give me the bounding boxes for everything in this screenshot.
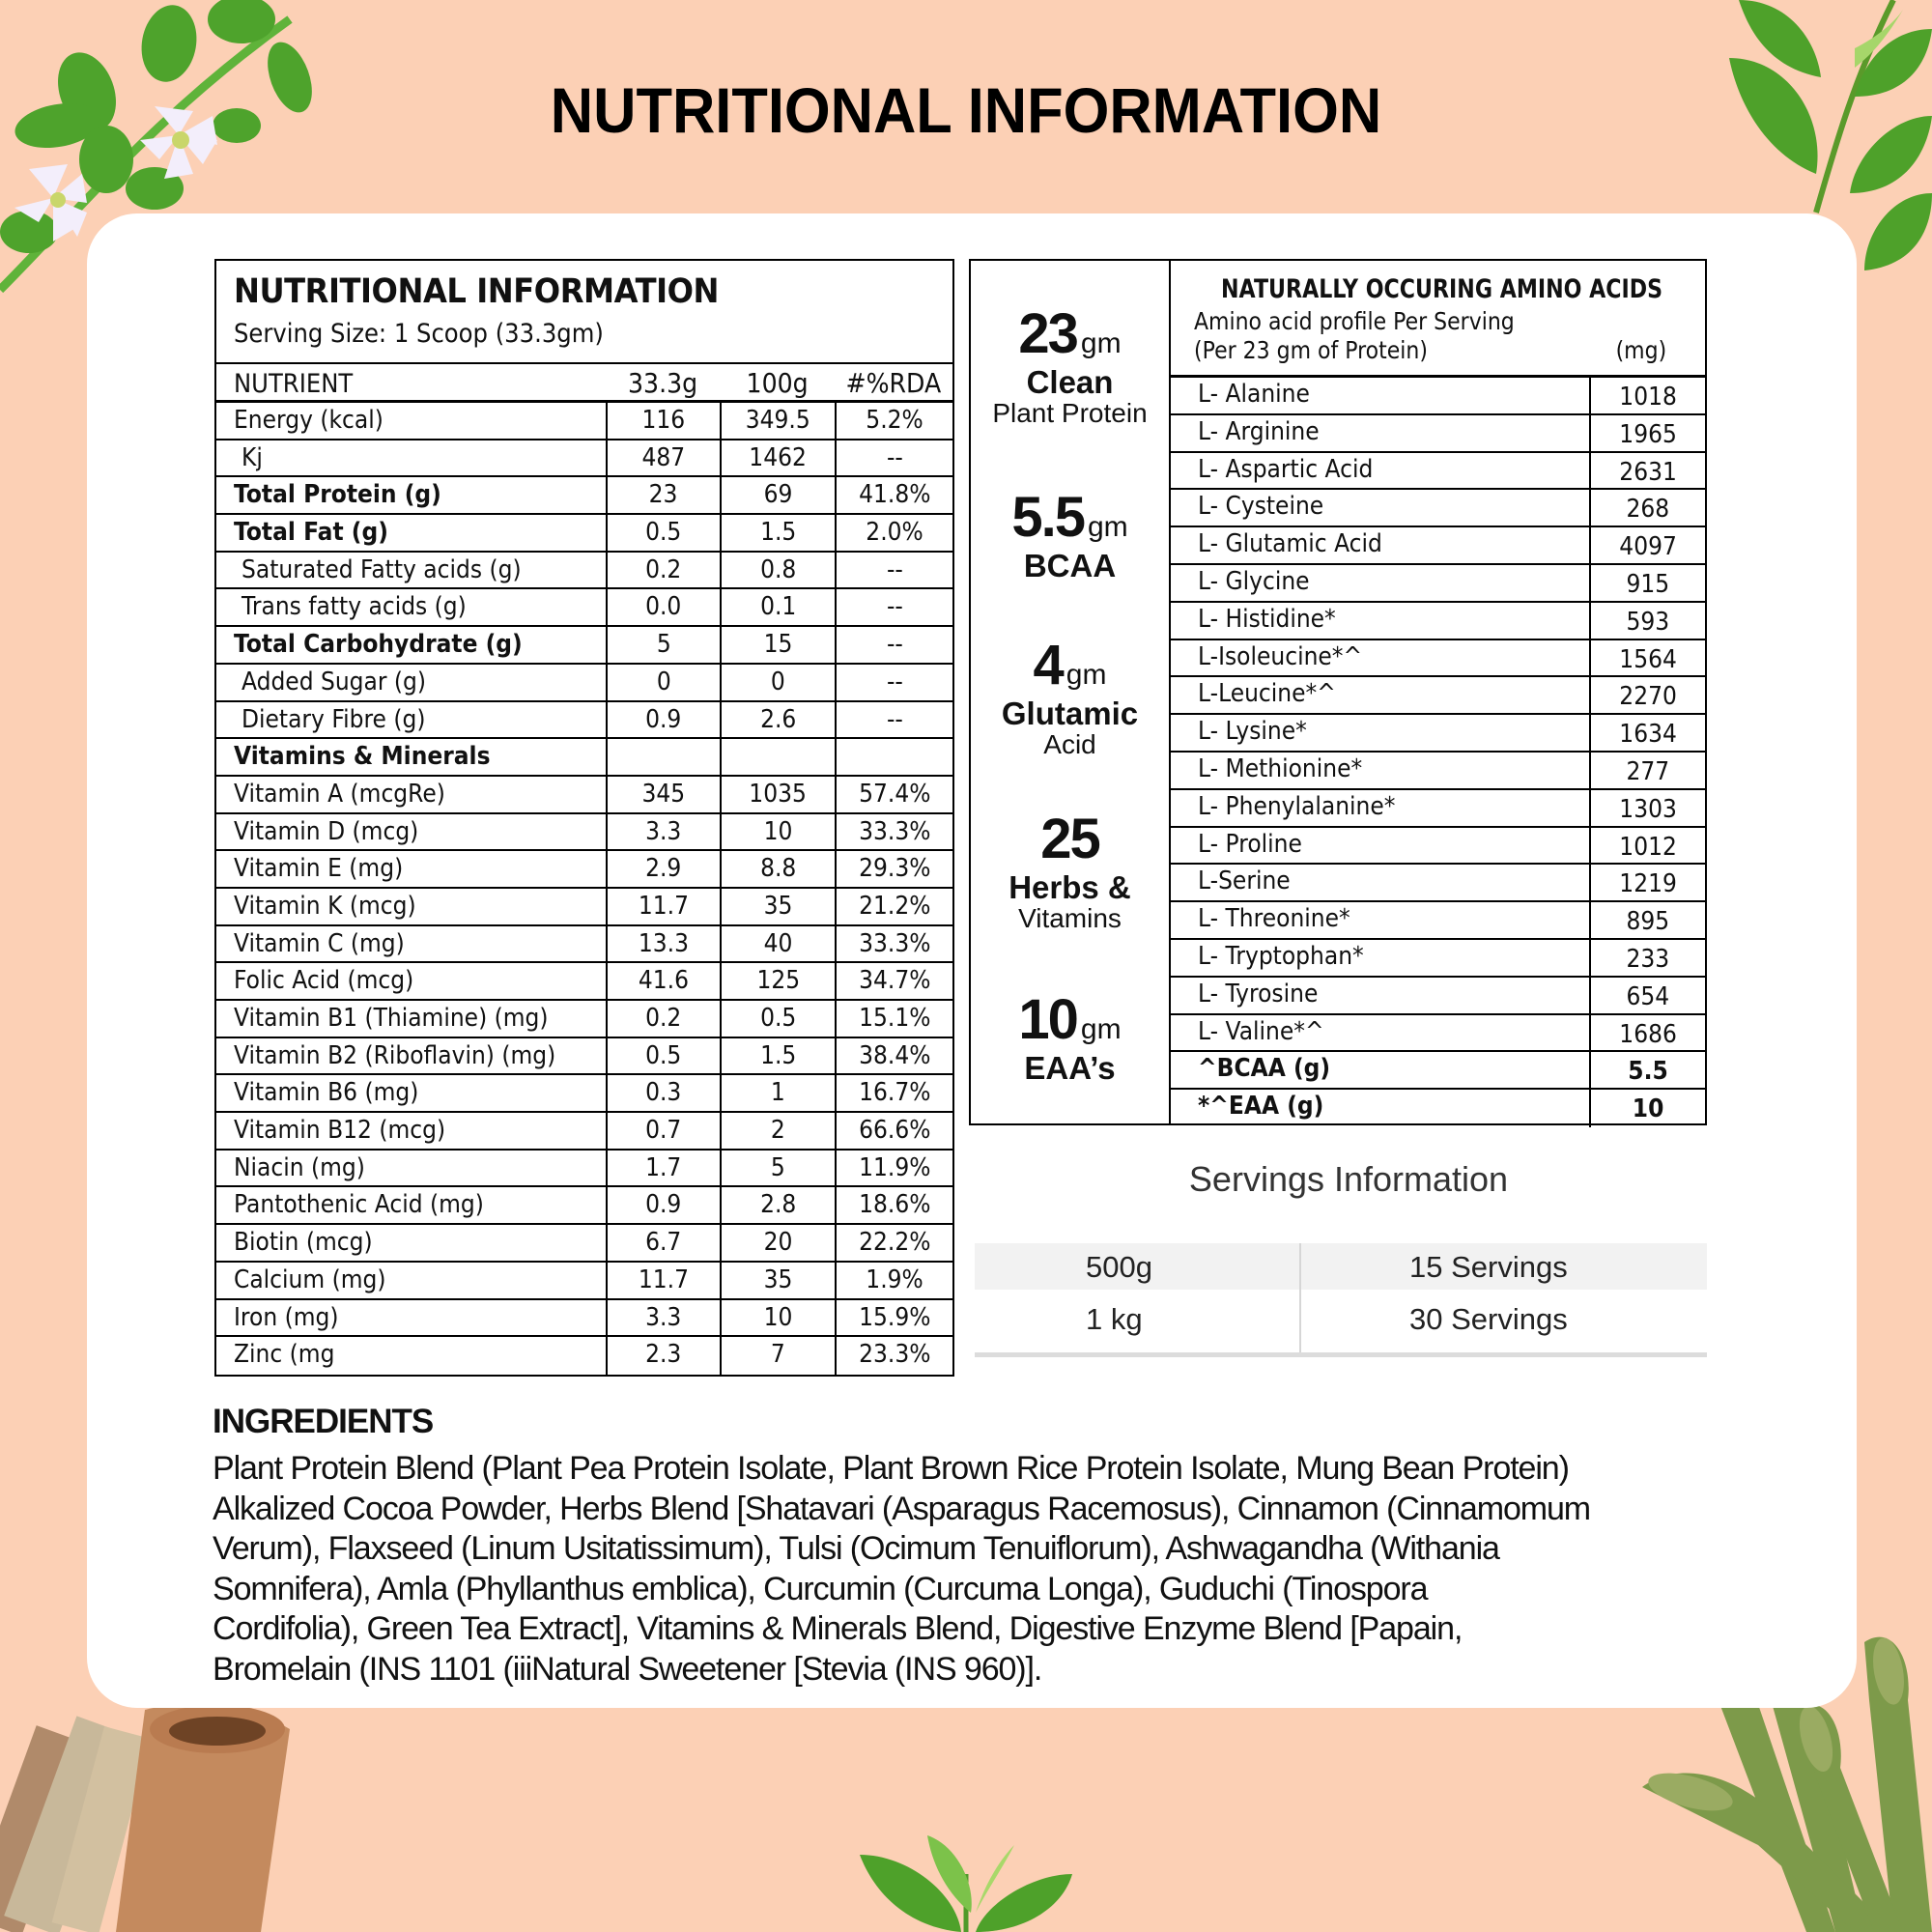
nutrient-row bbox=[216, 1337, 952, 1375]
nutrient-row bbox=[216, 963, 952, 1001]
nutrient-name: Biotin (mcg) bbox=[234, 1228, 373, 1258]
amino-acid-row bbox=[1171, 378, 1705, 415]
nutrient-row bbox=[216, 814, 952, 852]
nutrient-per-100g: 349.5 bbox=[746, 406, 810, 435]
nutrient-name: Vitamin A (mcgRe) bbox=[234, 779, 445, 809]
nutrient-per-serving: 0.9 bbox=[645, 1190, 682, 1220]
nutrient-per-serving: 6.7 bbox=[645, 1228, 682, 1258]
serving-count: 15 Servings bbox=[1409, 1250, 1568, 1284]
amino-acid-value: 5.5 bbox=[1628, 1057, 1668, 1087]
nutrient-name: Vitamin B1 (Thiamine) (mg) bbox=[234, 1004, 549, 1033]
amino-table-unit: (mg) bbox=[1615, 336, 1667, 364]
amino-acid-row bbox=[1171, 640, 1705, 678]
amino-acid-name: L- Cysteine bbox=[1198, 492, 1324, 522]
amino-acid-row bbox=[1171, 1015, 1705, 1053]
page-title: NUTRITIONAL INFORMATION bbox=[550, 74, 1382, 146]
nutrient-name: Vitamin K (mcg) bbox=[234, 891, 416, 921]
nutrient-rda: 15.1% bbox=[858, 1004, 931, 1033]
nutrition-table-header bbox=[216, 261, 952, 364]
nutrient-per-serving: 11.7 bbox=[638, 891, 690, 921]
amino-acid-value: 1012 bbox=[1619, 832, 1677, 862]
nutrient-name: Niacin (mg) bbox=[234, 1152, 365, 1182]
nutrient-row bbox=[216, 1001, 952, 1038]
amino-acid-value: 2631 bbox=[1619, 457, 1677, 487]
amino-acid-value: 895 bbox=[1626, 907, 1670, 937]
amino-acid-value: 1018 bbox=[1619, 383, 1677, 412]
amino-acid-name: ^BCAA (g) bbox=[1198, 1054, 1331, 1084]
nutrient-per-100g: 1462 bbox=[749, 442, 808, 472]
nutrient-row bbox=[216, 1075, 952, 1113]
servings-row bbox=[975, 1243, 1707, 1290]
amino-acid-value: 1965 bbox=[1619, 419, 1677, 449]
nutrient-rda: 33.3% bbox=[858, 928, 931, 958]
ingredients-line: Verum), Flaxseed (Linum Usitatissimum), Tulsi (Ocimum Tenuiflorum), Ashwagandha (Withania bbox=[213, 1530, 1499, 1567]
amino-acid-row bbox=[1171, 565, 1705, 603]
pack-size: 1 kg bbox=[975, 1290, 1301, 1352]
nutrient-name: Zinc (mg bbox=[234, 1340, 335, 1370]
nutrient-per-serving: 41.6 bbox=[638, 966, 690, 996]
amino-acid-name: L- Methionine* bbox=[1198, 753, 1363, 783]
amino-acid-row bbox=[1171, 940, 1705, 978]
amino-acid-name: L- Proline bbox=[1198, 829, 1302, 859]
nutrient-per-100g: 8.8 bbox=[759, 854, 797, 884]
highlight-bcaa: 5.5 gm BCAA bbox=[1011, 486, 1128, 583]
nutrient-row bbox=[216, 440, 952, 478]
ingredients-heading: INGREDIENTS bbox=[213, 1403, 434, 1440]
nutrient-rda: 21.2% bbox=[858, 891, 931, 921]
nutrient-row bbox=[216, 739, 952, 777]
nutrient-per-serving: 11.7 bbox=[638, 1264, 690, 1294]
amino-acid-row bbox=[1171, 1052, 1705, 1090]
nutrient-rda: 1.9% bbox=[866, 1264, 923, 1294]
nutrient-per-serving: 0.7 bbox=[645, 1116, 682, 1146]
ingredients-text bbox=[213, 1449, 1739, 1690]
highlight-herbs-vitamins: 25 Herbs & Vitamins bbox=[1009, 808, 1131, 933]
amino-acid-value: 268 bbox=[1626, 495, 1670, 525]
amino-acid-name: L-Serine bbox=[1198, 867, 1291, 896]
nutrient-per-100g: 2.6 bbox=[759, 704, 797, 734]
amino-acid-row bbox=[1171, 415, 1705, 453]
serving-size: Serving Size: 1 Scoop (33.3gm) bbox=[234, 319, 604, 349]
amino-acid-name: L- Phenylalanine* bbox=[1198, 791, 1396, 821]
nutrient-per-100g: 2 bbox=[771, 1116, 785, 1146]
nutrition-table bbox=[214, 259, 954, 1377]
nutrient-rda: -- bbox=[886, 592, 903, 622]
amino-acid-row bbox=[1171, 978, 1705, 1015]
highlight-glutamic-acid: 4 gm Glutamic Acid bbox=[1001, 634, 1139, 759]
nutrient-row bbox=[216, 589, 952, 627]
nutrient-rda: 41.8% bbox=[858, 480, 931, 510]
nutrient-rda: 16.7% bbox=[858, 1078, 931, 1108]
column-header-nutrient: NUTRIENT bbox=[234, 369, 354, 399]
amino-acid-name: L-Isoleucine*^ bbox=[1198, 641, 1363, 671]
serving-count: 30 Servings bbox=[1409, 1302, 1568, 1336]
amino-acid-value: 277 bbox=[1626, 756, 1670, 786]
nutrient-row bbox=[216, 515, 952, 553]
amino-acid-name: L- Tryptophan* bbox=[1198, 941, 1364, 971]
pack-size: 500g bbox=[975, 1243, 1301, 1290]
amino-acid-row bbox=[1171, 865, 1705, 902]
amino-acid-row bbox=[1171, 1090, 1705, 1127]
nutrient-row bbox=[216, 1113, 952, 1151]
nutrient-name: Vitamin B12 (mcg) bbox=[234, 1116, 446, 1146]
amino-acid-row bbox=[1171, 902, 1705, 940]
amino-acid-value: 4097 bbox=[1619, 532, 1677, 562]
nutrient-row bbox=[216, 702, 952, 740]
amino-acid-value: 1564 bbox=[1619, 644, 1677, 674]
amino-acid-name: L-Leucine*^ bbox=[1198, 679, 1336, 709]
nutrient-per-serving: 1.7 bbox=[645, 1152, 682, 1182]
nutrient-per-100g: 0.8 bbox=[759, 554, 797, 584]
nutrition-table-title: NUTRITIONAL INFORMATION bbox=[234, 272, 720, 311]
nutrient-per-serving: 0.2 bbox=[645, 1004, 682, 1033]
nutrient-row bbox=[216, 889, 952, 926]
ingredients-line: Alkalized Cocoa Powder, Herbs Blend [Shatavari (Asparagus Racemosus), Cinnamon (Cinnamomum bbox=[213, 1490, 1591, 1527]
nutrient-per-serving: 2.9 bbox=[645, 854, 682, 884]
nutrient-rda: 22.2% bbox=[858, 1228, 931, 1258]
nutrient-per-serving: 0.3 bbox=[645, 1078, 682, 1108]
nutrient-row bbox=[216, 1187, 952, 1225]
nutrient-row bbox=[216, 403, 952, 440]
nutrient-name: Energy (kcal) bbox=[234, 406, 384, 435]
nutrient-row bbox=[216, 627, 952, 665]
amino-acid-row bbox=[1171, 603, 1705, 640]
amino-acid-value: 1686 bbox=[1619, 1019, 1677, 1049]
nutrient-row bbox=[216, 1151, 952, 1188]
nutrient-per-serving: 2.3 bbox=[645, 1340, 682, 1370]
nutrient-rda: 23.3% bbox=[858, 1340, 931, 1370]
amino-table-title: NATURALLY OCCURING AMINO ACIDS bbox=[1221, 274, 1663, 304]
nutrient-per-100g: 10 bbox=[763, 816, 793, 846]
nutrient-per-100g: 40 bbox=[763, 928, 793, 958]
amino-acid-row bbox=[1171, 753, 1705, 790]
nutrient-rda: 11.9% bbox=[858, 1152, 931, 1182]
nutrient-name: Iron (mg) bbox=[234, 1302, 339, 1332]
amino-acid-value: 1634 bbox=[1619, 720, 1677, 750]
nutrient-per-100g: 10 bbox=[763, 1302, 793, 1332]
nutrient-per-100g: 125 bbox=[756, 966, 800, 996]
nutrient-name: Pantothenic Acid (mg) bbox=[234, 1190, 484, 1220]
nutrient-per-serving: 5 bbox=[656, 630, 671, 660]
nutrient-per-100g: 2.8 bbox=[759, 1190, 797, 1220]
amino-acid-panel bbox=[969, 259, 1707, 1125]
highlights-column bbox=[971, 261, 1171, 1123]
nutrient-name: Trans fatty acids (g) bbox=[242, 592, 467, 622]
amino-acid-value: 2270 bbox=[1619, 682, 1677, 712]
nutrient-per-100g: 15 bbox=[763, 630, 793, 660]
amino-acid-name: L- Histidine* bbox=[1198, 604, 1336, 634]
nutrient-rda: 5.2% bbox=[866, 406, 923, 435]
nutrient-per-serving: 23 bbox=[649, 480, 678, 510]
tea-sprout-decoration-icon bbox=[840, 1816, 1092, 1932]
nutrient-row bbox=[216, 477, 952, 515]
nutrient-row bbox=[216, 1300, 952, 1338]
nutrient-per-100g: 35 bbox=[763, 1264, 793, 1294]
amino-acid-row bbox=[1171, 828, 1705, 866]
amino-acid-value: 233 bbox=[1626, 944, 1670, 974]
nutrient-per-serving: 0 bbox=[656, 667, 671, 696]
amino-acid-value: 654 bbox=[1626, 981, 1670, 1011]
amino-acid-row bbox=[1171, 715, 1705, 753]
amino-table-header bbox=[1171, 261, 1705, 378]
nutrient-name: Vitamin D (mcg) bbox=[234, 816, 419, 846]
amino-acid-row bbox=[1171, 490, 1705, 527]
nutrient-rda: 2.0% bbox=[866, 518, 923, 548]
nutrient-row bbox=[216, 1263, 952, 1300]
nutrient-per-100g: 69 bbox=[763, 480, 793, 510]
nutrient-rda: 38.4% bbox=[858, 1040, 931, 1070]
amino-acid-name: L- Glycine bbox=[1198, 566, 1310, 596]
nutrient-name: Added Sugar (g) bbox=[242, 667, 427, 696]
nutrient-per-serving: 0.5 bbox=[645, 518, 682, 548]
nutrient-name: Total Carbohydrate (g) bbox=[234, 630, 523, 660]
amino-acid-table bbox=[1171, 261, 1705, 1123]
nutrient-name: Vitamin C (mg) bbox=[234, 928, 405, 958]
amino-acid-row bbox=[1171, 453, 1705, 491]
ingredients-line: Bromelain (INS 1101 (iiiNatural Sweetener [Stevia (INS 960)]. bbox=[213, 1650, 1042, 1688]
nutrient-per-100g: 5 bbox=[771, 1152, 785, 1182]
nutrient-per-serving: 3.3 bbox=[645, 1302, 682, 1332]
column-header-per-100g: 100g bbox=[746, 367, 809, 399]
amino-acid-name: L- Aspartic Acid bbox=[1198, 454, 1374, 484]
nutrient-rda: -- bbox=[886, 442, 903, 472]
nutrient-per-100g: 35 bbox=[763, 891, 793, 921]
amino-acid-row bbox=[1171, 527, 1705, 565]
ingredients-line: Cordifolia), Green Tea Extract], Vitamins & Minerals Blend, Digestive Enzyme Blend [Papain, bbox=[213, 1610, 1463, 1647]
nutrient-name: Total Protein (g) bbox=[234, 480, 441, 510]
nutrient-per-100g: 20 bbox=[763, 1228, 793, 1258]
nutrient-name: Kj bbox=[242, 442, 263, 472]
amino-acid-value: 1219 bbox=[1619, 869, 1677, 899]
amino-acid-row bbox=[1171, 677, 1705, 715]
nutrient-rda: 29.3% bbox=[858, 854, 931, 884]
ingredients-line: Plant Protein Blend (Plant Pea Protein Isolate, Plant Brown Rice Protein Isolate, Mung Bean Protein) bbox=[213, 1450, 1569, 1487]
nutrient-row bbox=[216, 553, 952, 590]
nutrient-row bbox=[216, 1225, 952, 1263]
servings-row bbox=[975, 1290, 1707, 1357]
amino-acid-name: L- Glutamic Acid bbox=[1198, 529, 1382, 559]
nutrient-per-100g: 0.1 bbox=[759, 592, 797, 622]
nutrient-rda: 66.6% bbox=[858, 1116, 931, 1146]
nutrient-name: Saturated Fatty acids (g) bbox=[242, 554, 522, 584]
amino-table-subtitle: Amino acid profile Per Serving bbox=[1194, 307, 1515, 335]
nutrient-rda: 15.9% bbox=[858, 1302, 931, 1332]
amino-acid-value: 915 bbox=[1626, 569, 1670, 599]
nutrient-row bbox=[216, 665, 952, 702]
nutrient-per-100g: 7 bbox=[771, 1340, 785, 1370]
nutrient-name: Total Fat (g) bbox=[234, 518, 388, 548]
nutrition-column-headers bbox=[216, 364, 952, 403]
nutrient-name: Folic Acid (mcg) bbox=[234, 966, 414, 996]
amino-acid-value: 10 bbox=[1632, 1094, 1664, 1124]
amino-acid-value: 1303 bbox=[1619, 794, 1677, 824]
highlight-eaa: 10 gm EAA’s bbox=[1018, 988, 1122, 1086]
nutrient-per-serving: 3.3 bbox=[645, 816, 682, 846]
nutrient-row bbox=[216, 851, 952, 889]
nutrient-per-serving: 0.0 bbox=[645, 592, 682, 622]
nutrient-rda: 34.7% bbox=[858, 966, 931, 996]
column-header-rda: #%RDA bbox=[845, 367, 942, 399]
nutrient-rda: 33.3% bbox=[858, 816, 931, 846]
nutrient-per-serving: 0.5 bbox=[645, 1040, 682, 1070]
nutrient-rda: -- bbox=[886, 704, 903, 734]
cinnamon-sticks-decoration-icon bbox=[0, 1700, 290, 1932]
amino-acid-name: L- Alanine bbox=[1198, 380, 1310, 409]
nutrient-per-100g: 1035 bbox=[749, 779, 808, 809]
amino-acid-name: *^EAA (g) bbox=[1198, 1092, 1324, 1122]
nutrient-name: Vitamins & Minerals bbox=[234, 742, 491, 772]
amino-acid-name: L- Threonine* bbox=[1198, 904, 1350, 934]
amino-acid-name: L- Tyrosine bbox=[1198, 979, 1319, 1009]
amino-acid-value: 593 bbox=[1626, 607, 1670, 637]
highlight-clean-protein: 23 gm Clean Plant Protein bbox=[992, 302, 1148, 428]
nutrient-rda: -- bbox=[886, 630, 903, 660]
nutrient-per-serving: 0.2 bbox=[645, 554, 682, 584]
nutrient-per-100g: 1.5 bbox=[759, 518, 797, 548]
nutrient-per-serving: 0.9 bbox=[645, 704, 682, 734]
nutrient-rda: 18.6% bbox=[858, 1190, 931, 1220]
amino-acid-name: L- Arginine bbox=[1198, 416, 1320, 446]
nutrient-per-serving: 345 bbox=[641, 779, 686, 809]
amino-acid-name: L- Lysine* bbox=[1198, 717, 1307, 747]
nutrient-name: Vitamin B6 (mg) bbox=[234, 1078, 419, 1108]
column-header-per-serving: 33.3g bbox=[627, 367, 698, 399]
nutrient-per-serving: 487 bbox=[641, 442, 686, 472]
nutrient-per-100g: 1.5 bbox=[759, 1040, 797, 1070]
nutrient-rda: -- bbox=[886, 554, 903, 584]
nutrient-per-serving: 116 bbox=[641, 406, 686, 435]
nutrient-per-100g: 0.5 bbox=[759, 1004, 797, 1033]
nutrient-per-100g: 0 bbox=[771, 667, 785, 696]
nutrient-per-serving: 13.3 bbox=[638, 928, 690, 958]
amino-acid-row bbox=[1171, 790, 1705, 828]
nutrient-name: Vitamin B2 (Riboflavin) (mg) bbox=[234, 1040, 556, 1070]
nutrient-name: Vitamin E (mg) bbox=[234, 854, 404, 884]
nutrient-rda: 57.4% bbox=[858, 779, 931, 809]
nutrient-rda: -- bbox=[886, 667, 903, 696]
nutrient-name: Calcium (mg) bbox=[234, 1264, 386, 1294]
amino-table-subtitle-basis: (Per 23 gm of Protein) bbox=[1194, 336, 1428, 364]
nutrient-row bbox=[216, 926, 952, 964]
amino-acid-name: L- Valine*^ bbox=[1198, 1016, 1324, 1046]
nutrient-row bbox=[216, 1038, 952, 1076]
servings-table bbox=[975, 1243, 1707, 1357]
nutrient-name: Dietary Fibre (g) bbox=[242, 704, 426, 734]
ingredients-line: Somnifera), Amla (Phyllanthus emblica), Curcumin (Curcuma Longa), Guduchi (Tinospora bbox=[213, 1570, 1428, 1607]
nutrient-per-100g: 1 bbox=[771, 1078, 785, 1108]
nutrient-row bbox=[216, 777, 952, 814]
servings-title: Servings Information bbox=[1188, 1159, 1509, 1199]
